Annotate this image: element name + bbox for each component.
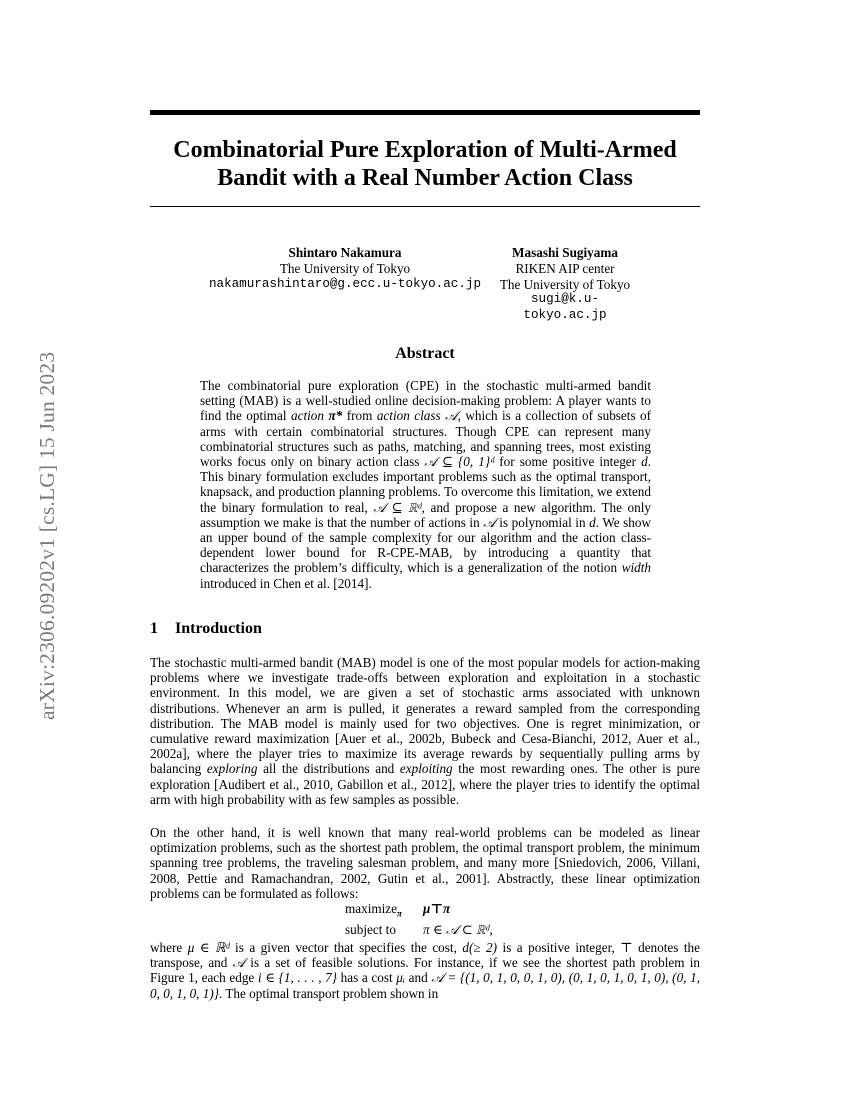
body-paragraph: On the other hand, it is well known that many real-world problems can be modeled as linear optimization problems, such as the shortest path problem, the optimal transport problem, the minimum spanning tree problems, the traveling salesman problem, and many more [Sniedovich, 2006, Villani, 2008, Pettie and Ramachandran, 2002, Gutin et al., 2001]. Abstractly, these linear optimization problems can be formulated as follows:	[150, 825, 700, 901]
paper-title	[150, 136, 700, 192]
abstract-text-segment: is polynomial in	[495, 514, 590, 530]
math-real-class: 𝒜 ⊆ ℝᵈ	[373, 499, 422, 515]
math-pi-star: π*	[328, 408, 343, 424]
math-action-set: 𝒜 = {(1, 0, 1, 0, 0, 1, 0), (0, 1, 0, 1, 0, 1, 0), (0, 1, 0, 0, 1, 0, 1)}	[150, 970, 700, 1001]
math-d-geq: d(≥ 2)	[462, 940, 498, 955]
paragraph-text-segment: The stochastic multi-armed bandit (MAB) model is one of the most popular models for action-making problems where we investigate trade-offs between exploration and exploitation in a stochastic environment. In this model, we are given a set of stochastic arms associated with unknown distributions. Whenever an arm is pulled, it generates a reward sampled from the corresponding distribution. The MAB model is mainly used for two objectives. One is regret minimization, or cumulative reward maximization [Auer et al., 2002b, Bubeck and Cesa-Bianchi, 2012, Auer et al., 2002a], where the player tries to maximize its average rewards by sequentially pulling arms by balancing	[150, 655, 700, 777]
math-action-class: 𝒜	[232, 955, 246, 971]
paragraph-text-segment: . The optimal transport problem shown in	[219, 985, 439, 1001]
author-name: Shintaro Nakamura	[288, 245, 402, 260]
body-paragraph	[150, 655, 700, 807]
abstract-text-segment: introduced in Chen et al. [2014].	[200, 575, 372, 591]
abstract-text-segment: , which is a collection of subsets of arms with certain combinatorial structures. Though CPE can represent many combinatorial structures such as paths, matching, and spanning trees, most existing works focus only on binary action class	[200, 408, 652, 470]
title-bottom-rule	[150, 206, 700, 207]
math-mu-in-R: μ ∈ ℝᵈ	[187, 940, 230, 955]
subject-to-label: subject to	[345, 921, 396, 937]
author-block-1	[205, 245, 485, 292]
abstract-text-segment: . This binary formulation excludes important problems such as the optimal transport, knapsack, and production planning problems. To overcome this limitation, we extend the binary formulation to real,	[200, 454, 651, 515]
paragraph-text-segment: where	[150, 940, 188, 955]
optimization-problem	[345, 901, 493, 938]
abstract-emph: width	[621, 560, 651, 576]
author-affiliation: The University of Tokyo	[279, 260, 411, 276]
section-number: 1	[150, 620, 158, 637]
abstract-emph: action	[291, 408, 324, 424]
math-edge-set: i ∈ {1, . . . , 7}	[257, 970, 338, 986]
abstract-text-segment: The combinatorial pure exploration (CPE) in the stochastic multi-armed bandit setting (MAB) is a well-studied online decision-making problem: A player wants to find the optimal	[200, 378, 651, 424]
paragraph-text-segment: all the distributions and	[257, 761, 400, 777]
constraint-row	[345, 922, 493, 938]
abstract-text-segment: . We show an upper bound of the sample complexity for our algorithm and the action class-dependent lower bound for R-CPE-MAB, by introducing a quantity that characterizes the problem’s difficulty, which is a generalization of the notion	[200, 514, 651, 576]
math-action-class: 𝒜	[445, 408, 458, 424]
author-block-2	[490, 245, 640, 324]
objective-row	[345, 901, 493, 922]
abstract-text	[200, 378, 651, 591]
constraint-expression: π ∈ 𝒜 ⊂ ℝᵈ,	[423, 921, 493, 937]
author-affiliation: RIKEN AIP center	[515, 260, 615, 276]
math-d: d	[641, 454, 648, 470]
paragraph-emph: exploring	[206, 761, 258, 777]
author-affiliation: The University of Tokyo	[499, 276, 631, 292]
paragraph-text-segment: is a set of feasible solutions. For instance, if we see the shortest path problem in Figure 1, each edge	[150, 955, 700, 986]
section-title: Introduction	[175, 620, 262, 637]
abstract-text-segment: from	[342, 408, 377, 424]
objective-expression: μ⊤π	[423, 901, 451, 916]
paragraph-text-segment: has a cost	[337, 970, 397, 986]
title-line-1: Combinatorial Pure Exploration of Multi-Armed	[173, 137, 677, 163]
paragraph-text-segment: the most rewarding ones. The other is pure exploration [Audibert et al., 2010, Gabillon et al., 2012], where the player tries to identify the optimal arm with high probability with as few samples as possible.	[150, 761, 701, 807]
arxiv-identifier-stamp: arXiv:2306.09202v1 [cs.LG] 15 Jun 2023	[35, 351, 59, 720]
abstract-text-segment: , and propose a new algorithm. The only assumption we make is that the number of actions in	[200, 499, 651, 530]
title-line-2: Bandit with a Real Number Action Class	[217, 165, 633, 191]
abstract-heading: Abstract	[395, 345, 455, 362]
maximize-label: maximize$_\pi$	[345, 901, 402, 919]
author-name: Masashi Sugiyama	[512, 245, 618, 260]
paragraph-text-segment: is a given vector that specifies the cost,	[229, 940, 463, 955]
math-action-class: 𝒜	[483, 514, 496, 530]
paragraph-emph: exploiting	[399, 761, 453, 777]
paragraph-text-segment: and	[404, 970, 432, 986]
author-email[interactable]: nakamurashintaro@g.ecc.u-tokyo.ac.jp	[208, 276, 482, 291]
body-paragraph	[150, 940, 700, 1001]
abstract-emph: action class	[376, 408, 441, 424]
math-mu-i: μᵢ	[396, 970, 405, 986]
abstract-text-segment: for some positive integer	[494, 454, 642, 470]
author-email[interactable]: sugi@k.u-tokyo.ac.jp	[523, 292, 607, 323]
section-heading-introduction	[150, 620, 700, 638]
math-d: d	[589, 514, 596, 530]
paragraph-text-segment: is a positive integer, ⊤ denotes the transpose, and	[150, 940, 700, 971]
math-binary-class: 𝒜 ⊆ {0, 1}ᵈ	[424, 454, 495, 470]
title-top-rule	[150, 110, 700, 115]
maximize-subscript: π	[397, 908, 402, 919]
